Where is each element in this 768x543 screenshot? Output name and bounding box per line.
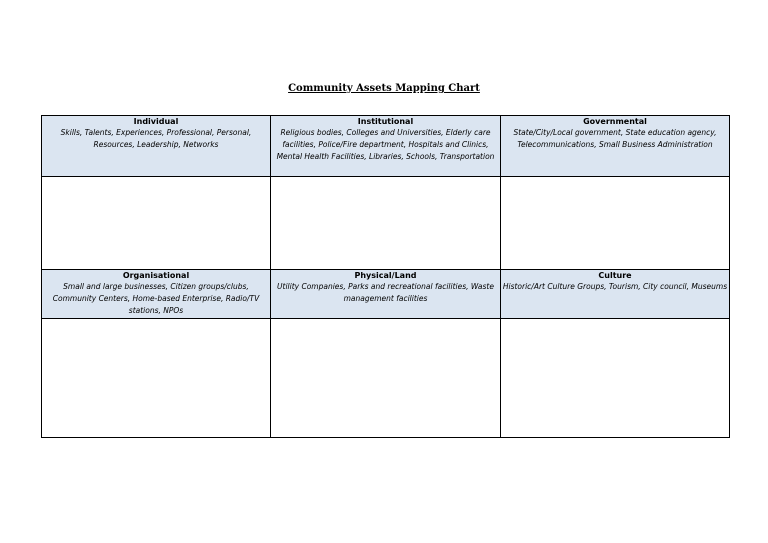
institutional-entry-cell[interactable] <box>271 177 501 270</box>
category-heading: Physical/Land <box>354 271 417 280</box>
category-heading: Individual <box>133 117 179 126</box>
physical-land-entry-cell[interactable] <box>271 319 501 438</box>
page-title-text: Community Assets Mapping Chart <box>288 83 480 94</box>
entry-row <box>42 319 730 438</box>
individual-entry-cell[interactable] <box>42 177 271 270</box>
category-governmental-cell <box>501 116 730 177</box>
assets-mapping-table <box>41 115 730 438</box>
category-header-row <box>42 270 730 319</box>
category-description: Small and large businesses, Citizen groups/clubs, Community Centers, Home-based Enterprise, Radio/TV stations, NPOs <box>52 282 260 316</box>
entry-row <box>42 177 730 270</box>
page-title <box>0 82 768 95</box>
category-heading: Organisational <box>122 271 190 280</box>
category-organisational-cell <box>42 270 271 319</box>
category-description: Historic/Art Culture Groups, Tourism, City council, Museums <box>502 282 728 291</box>
category-institutional-cell <box>271 116 501 177</box>
category-heading: Institutional <box>357 117 414 126</box>
category-header-row <box>42 116 730 177</box>
category-heading: Governmental <box>583 117 647 126</box>
organisational-entry-cell[interactable] <box>42 319 271 438</box>
governmental-entry-cell[interactable] <box>501 177 730 270</box>
category-description: Utility Companies, Parks and recreational facilities, Waste management facilities <box>277 282 494 304</box>
category-heading: Culture <box>598 271 632 280</box>
category-description: State/City/Local government, State education agency, Telecommunications, Small Business Administration <box>513 128 717 150</box>
category-description: Skills, Talents, Experiences, Professional, Personal, Resources, Leadership, Networks <box>60 128 252 150</box>
category-individual-cell <box>42 116 271 177</box>
culture-entry-cell[interactable] <box>501 319 730 438</box>
category-culture-cell <box>501 270 730 319</box>
category-physical-land-cell <box>271 270 501 319</box>
category-description: Religious bodies, Colleges and Universities, Elderly care facilities, Police/Fire department, Hospitals and Clinics, Mental Health Facilities, Libraries, Schools, Transportation <box>276 128 495 162</box>
